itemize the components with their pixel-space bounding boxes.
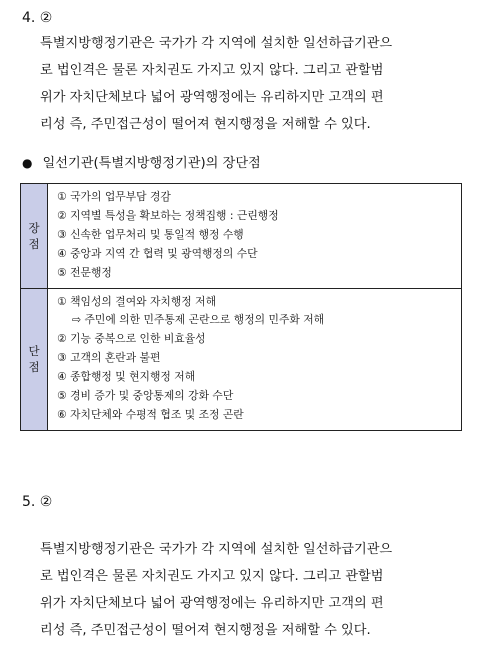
explanation-line: 로 법인격은 물론 자치권도 가지고 있지 않다. 그리고 관할범 <box>40 569 384 584</box>
explanation-line: 특별지방행정기관은 국가가 각 지역에 설치한 일선하급기관으 <box>40 36 393 51</box>
label-char: 점 <box>28 236 40 251</box>
table-row-advantages <box>21 184 462 289</box>
question-number-5: 5. ② <box>22 494 53 510</box>
list-item: ③ 신속한 업무처리 및 통일적 행정 수행 <box>57 227 244 241</box>
list-item: ② 기능 중복으로 인한 비효율성 <box>57 332 206 346</box>
question-number-4: 4. ② <box>22 10 53 26</box>
pros-cons-table <box>20 183 462 431</box>
list-item: ⑤ 전문행정 <box>57 265 112 279</box>
list-item: ① 국가의 업무부담 경감 <box>57 190 171 203</box>
disadvantages-list <box>48 288 462 430</box>
list-item: ④ 중앙과 지역 간 협력 및 광역행정의 수단 <box>57 246 258 260</box>
explanation-line: 리성 즉, 주민접근성이 떨어져 현지행정을 저해할 수 있다. <box>40 623 371 638</box>
advantages-list <box>48 184 462 289</box>
explanation-line: 로 법인격은 물론 자치권도 가지고 있지 않다. 그리고 관할범 <box>40 63 384 78</box>
label-char: 단 <box>28 344 40 359</box>
list-item: ① 책임성의 결여와 자치행정 저해 <box>57 294 216 308</box>
bullet-icon: ● <box>22 156 33 170</box>
disadvantages-label <box>21 288 48 430</box>
explanation-line: 위가 자치단체보다 넓어 광역행정에는 유리하지만 고객의 편 <box>40 596 384 611</box>
list-item: ⑥ 자치단체와 수평적 협조 및 조정 곤란 <box>57 407 244 421</box>
list-item: ② 지역별 특성을 확보하는 정책집행 : 근린행정 <box>57 208 279 222</box>
list-item: ④ 종합행정 및 현지행정 저해 <box>57 370 196 384</box>
section-heading <box>22 152 261 171</box>
explanation-line: 위가 자치단체보다 넓어 광역행정에는 유리하지만 고객의 편 <box>40 90 384 105</box>
explanation-line: 리성 즉, 주민접근성이 떨어져 현지행정을 저해할 수 있다. <box>40 117 371 132</box>
table-row-disadvantages <box>21 288 462 430</box>
list-item: ③ 고객의 혼란과 불편 <box>57 351 161 365</box>
answer-explanation-4 <box>40 30 470 138</box>
label-char: 장 <box>28 220 40 235</box>
answer-explanation-5 <box>40 536 470 644</box>
explanation-line: 특별지방행정기관은 국가가 각 지역에 설치한 일선하급기관으 <box>40 542 393 557</box>
list-item-subnote: ⇨ 주민에 의한 민주통제 곤란으로 행정의 민주화 저해 <box>72 313 325 327</box>
list-item: ⑤ 경비 증가 및 중앙통제의 강화 수단 <box>57 389 234 403</box>
label-char: 점 <box>28 360 40 375</box>
advantages-label <box>21 184 48 289</box>
section-heading-text: 일선기관(특별지방행정기관)의 장단점 <box>42 156 261 171</box>
